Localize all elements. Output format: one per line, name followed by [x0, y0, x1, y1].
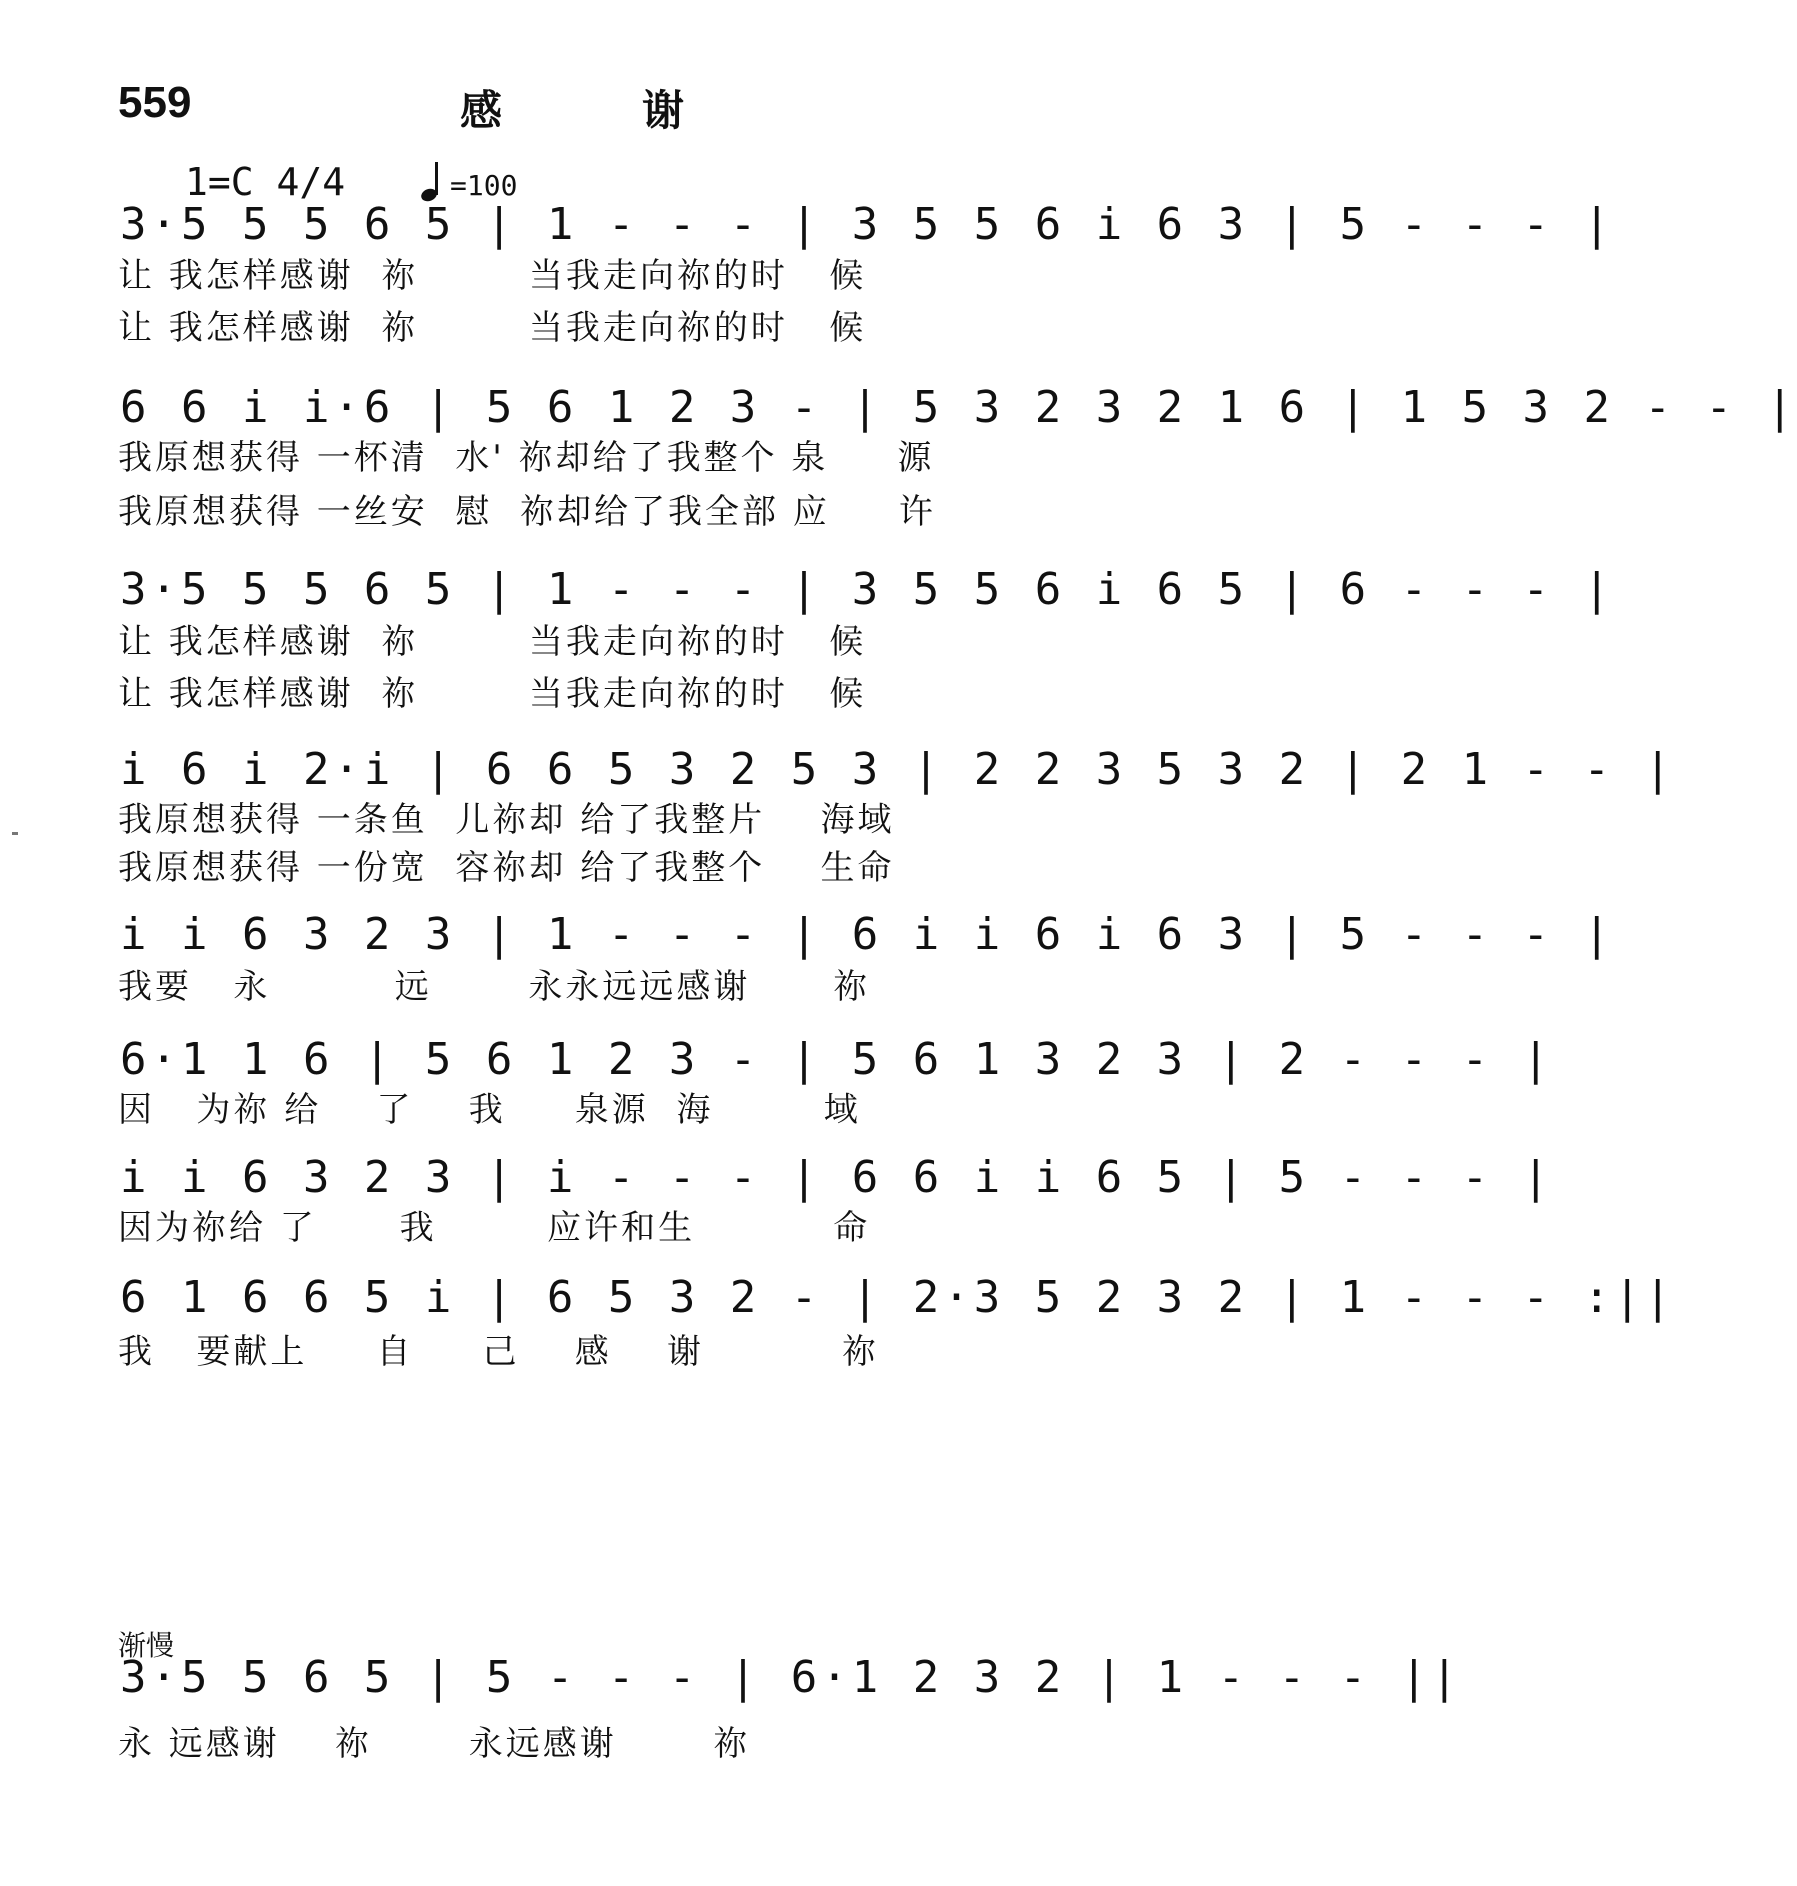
tempo-value: =100 — [450, 169, 518, 202]
lyric-line: 让 我怎样感谢 祢 当我走向祢的时 候 — [118, 674, 867, 714]
notation-row: 6 1 6 6 5 i | 6 5 3 2 - | 2·3 5 2 3 2 | 1 - - - :|| — [120, 1272, 1676, 1323]
lyric-line: 让 我怎样感谢 祢 当我走向祢的时 候 — [118, 622, 867, 662]
scan-speck — [12, 832, 18, 835]
lyric-line: 我原想获得 一杯清 水' 祢却给了我整个 泉 源 — [118, 438, 935, 478]
notation-row: 6 6 i i·6 | 5 6 1 2 3 - | 5 3 2 3 2 1 6 | 1 5 3 2 - - | — [120, 382, 1797, 433]
notation-row: 3·5 5 6 5 | 5 - - - | 6·1 2 3 2 | 1 - - - || — [120, 1652, 1462, 1703]
lyric-line: 因 为祢 给 了 我 泉源 海 域 — [118, 1090, 861, 1130]
song-title: 感谢 — [460, 86, 825, 135]
lyric-line: 我原想获得 一条鱼 儿祢却 给了我整片 海域 — [118, 800, 895, 840]
lyric-line: 永 远感谢 祢 永远感谢 祢 — [118, 1724, 751, 1764]
staff-line — [120, 1648, 1462, 1728]
lyric-line: 我原想获得 一份宽 容祢却 给了我整个 生命 — [118, 848, 895, 888]
lyric-line: 让 我怎样感谢 祢 当我走向祢的时 候 — [118, 256, 867, 296]
notation-row: 3·5 5 5 6 5 | 1 - - - | 3 5 5 6 i 6 5 | 6 - - - | — [120, 564, 1615, 615]
hymn-number: 559 — [118, 78, 192, 127]
lyric-line: 我原想获得 一丝安 慰 祢却给了我全部 应 许 — [118, 492, 936, 532]
notation-row: i i 6 3 2 3 | 1 - - - | 6 i i 6 i 6 3 | 5 - - - | — [120, 909, 1615, 960]
tempo-marking-text: 渐慢 — [118, 1629, 175, 1662]
lyric-line: 我 要献上 自 己 感 谢 祢 — [118, 1332, 880, 1372]
notation-row: i i 6 3 2 3 | i - - - | 6 6 i i 6 5 | 5 - - - | — [120, 1152, 1554, 1203]
key-time-signature: 1=C 4/4 — [185, 160, 346, 204]
notation-row: 3·5 5 5 6 5 | 1 - - - | 3 5 5 6 i 6 3 | 5 - - - | — [120, 199, 1615, 250]
lyric-line: 因为祢给 了 我 应许和生 命 — [118, 1208, 871, 1248]
lyric-line: 我要 永 远 永永远远感谢 祢 — [118, 967, 871, 1007]
notation-row: 6·1 1 6 | 5 6 1 2 3 - | 5 6 1 3 2 3 | 2 - - - | — [120, 1034, 1554, 1085]
notation-row: i 6 i 2·i | 6 6 5 3 2 5 3 | 2 2 3 5 3 2 | 2 1 - - | — [120, 744, 1676, 795]
lyric-line: 让 我怎样感谢 祢 当我走向祢的时 候 — [118, 308, 867, 348]
